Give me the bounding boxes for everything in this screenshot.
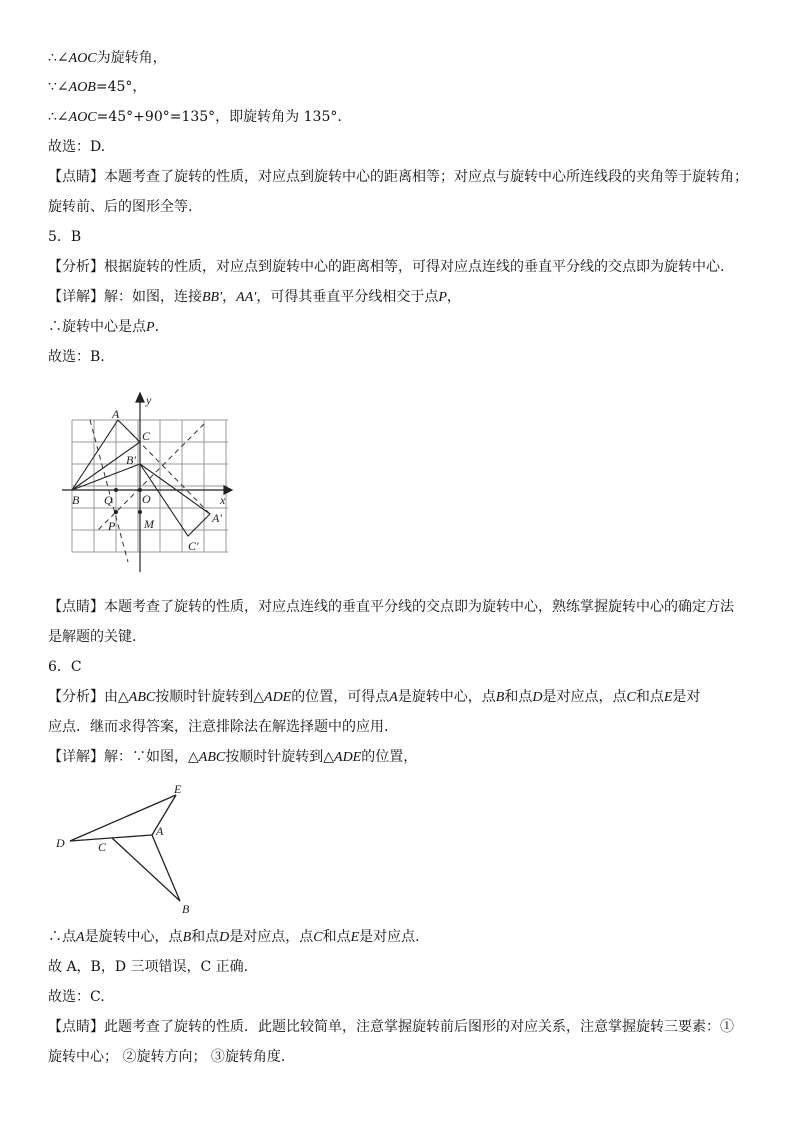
svg-text:E: E bbox=[174, 785, 182, 796]
text-line-10: ∴旋转中心是点P. bbox=[48, 319, 160, 335]
text-line-11: 故选：B. bbox=[48, 349, 105, 365]
text-line-21: 【点睛】此题考查了旋转的性质．此题比较简单，注意掌握旋转前后图形的对应关系，注意掌握旋转三要素：① bbox=[48, 1019, 734, 1035]
svg-text:P: P bbox=[108, 519, 116, 533]
text-line-15: 【分析】由△ABC按顺时针旋转到△ADE的位置，可得点A是旋转中心，点B和点D是对应点，点C和点E是对 bbox=[48, 689, 701, 705]
triangle-lines bbox=[70, 795, 180, 901]
triangles bbox=[72, 420, 210, 536]
svg-text:D: D bbox=[56, 836, 65, 850]
svg-text:x: x bbox=[220, 493, 226, 507]
svg-text:B: B bbox=[72, 493, 80, 507]
text-line-1: ∴∠AOC为旋转角， bbox=[48, 50, 167, 66]
text-line-20: 故选：C. bbox=[48, 989, 105, 1005]
text-line-13: 是解题的关键. bbox=[48, 629, 137, 645]
text-line-12: 【点睛】本题考查了旋转的性质，对应点连线的垂直平分线的交点即为旋转中心，熟练掌握旋转中心的确定方法 bbox=[48, 599, 734, 615]
text-line-16: 应点．继而求得答案，注意排除法在解选择题中的应用. bbox=[48, 719, 389, 735]
svg-text:Q: Q bbox=[104, 493, 113, 507]
svg-text:A: A bbox=[112, 407, 120, 421]
text-line-9: 【详解】解：如图，连接BB′，AA′，可得其垂直平分线相交于点P， bbox=[48, 289, 461, 305]
svg-text:A′: A′ bbox=[212, 511, 222, 525]
svg-text:M: M bbox=[144, 517, 154, 531]
svg-text:y: y bbox=[146, 393, 152, 407]
text-line-4: 故选：D. bbox=[48, 139, 106, 155]
text-line-22: 旋转中心； ②旋转方向； ③旋转角度. bbox=[48, 1049, 286, 1065]
text-line-18: ∴点A是旋转中心，点B和点D是对应点，点C和点E是对应点. bbox=[48, 929, 420, 945]
text-line-6: 旋转前、后的图形全等. bbox=[48, 199, 193, 215]
figure-triangles-ade-abc bbox=[50, 785, 210, 915]
question-5-answer: 5．B bbox=[48, 229, 82, 245]
text-line-2: ∵∠AOB=45°， bbox=[48, 79, 147, 95]
text-line-5: 【点睛】本题考查了旋转的性质，对应点到旋转中心的距离相等；对应点与旋转中心所连线段的夹角等于旋转角； bbox=[48, 169, 748, 185]
text-line-19: 故 A，B，D 三项错误，C 正确. bbox=[48, 959, 249, 975]
svg-text:C: C bbox=[142, 429, 151, 443]
text-line-17: 【详解】解：∵如图，△ABC按顺时针旋转到△ADE的位置， bbox=[48, 749, 418, 765]
text-line-8: 【分析】根据旋转的性质，对应点到旋转中心的距离相等，可得对应点连线的垂直平分线的交点即为旋转中心. bbox=[48, 259, 725, 275]
svg-text:B: B bbox=[182, 902, 190, 915]
figure-labels bbox=[72, 393, 226, 553]
svg-text:C: C bbox=[98, 840, 107, 854]
text-line-3: ∴∠AOC=45°+90°=135°，即旋转角为 135°. bbox=[48, 109, 342, 125]
svg-text:A: A bbox=[156, 824, 164, 838]
figure-rotation-grid bbox=[60, 390, 240, 580]
svg-text:B′: B′ bbox=[126, 453, 136, 467]
svg-text:C′: C′ bbox=[188, 539, 199, 553]
svg-text:O: O bbox=[142, 492, 151, 506]
question-6-answer: 6．C bbox=[48, 659, 82, 675]
